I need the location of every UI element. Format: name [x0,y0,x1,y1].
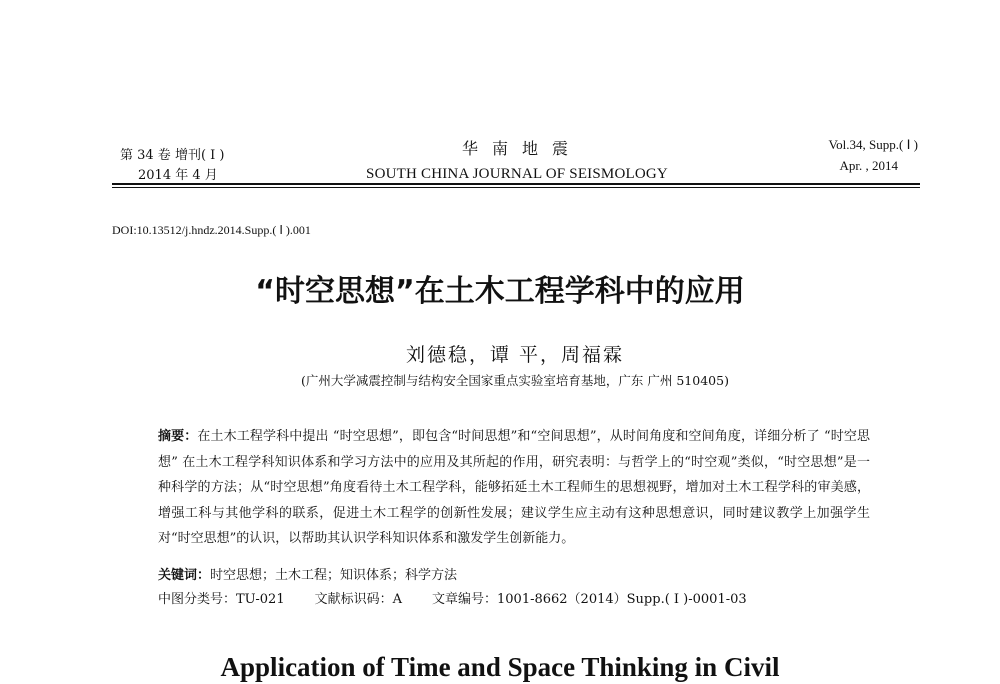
clc-number: 中图分类号：TU-021 [158,592,285,607]
document-code: 文献标识码：A [314,592,402,607]
article-number: 文章编号：1001-8662（2014）Supp.( Ⅰ )-0001-03 [432,592,747,607]
abstract [158,424,870,552]
keywords-text: 时空思想；土木工程；知识体系；科学方法 [210,568,458,583]
journal-name-cn: 华南地震 [461,139,582,158]
doi: DOI:10.13512/j.hndz.2014.Supp.( Ⅰ ).001 [112,223,311,237]
keywords-label: 关键词： [158,568,211,583]
authors: 刘德稳，谭 平，周福霖 [405,344,625,366]
issue-info [120,146,224,186]
header-rule-thick [112,183,920,185]
journal-header [112,132,920,188]
issue-date: 2014 年 4 月 [138,168,218,183]
abstract-text: 在土木工程学科中提出 “时空思想”，即包含“时间思想”和“空间思想”，从时间角度和空间角度，详细分析了 “时空思想” 在土木工程学科知识体系和学习方法中的应用及其所起的作用，研究表明：与哲学上的“时空观”类似，“时空思想”是一种科学的方法；从“时空思想”角度看待土木工程学科，能够拓延土木工程师生的思想视野，增加对土木工程学科的审美感，增强工科与其他学科的联系，促进土木工程学的创新性发展；建议学生应主动有这种思想意识，同时建议教学上加强学生对“时空思想”的认识，以帮助其认识学科知识体系和激发学生创新能力。 [158,429,870,546]
issue-date-en: Apr. , 2014 [839,158,898,173]
volume-label: 第 34 卷 增刊( Ⅰ ) [120,148,225,163]
abstract-label: 摘要： [158,429,198,444]
journal-name-en: SOUTH CHINA JOURNAL OF SEISMOLOGY [366,166,668,182]
classification-info [158,590,870,610]
keywords [158,566,870,586]
volume-label-en: Vol.34, Supp.( Ⅰ ) [828,137,918,152]
volume-info-en [828,134,918,176]
header-rule-thin [112,187,920,188]
paper-title-en: Application of Time and Space Thinking in Civil [220,652,780,682]
paper-title-cn: “时空思想”在土木工程学科中的应用 [255,274,745,309]
affiliation: (广州大学减震控制与结构安全国家重点实验室培育基地，广东 广州 510405) [301,373,729,388]
journal-name [282,138,752,185]
